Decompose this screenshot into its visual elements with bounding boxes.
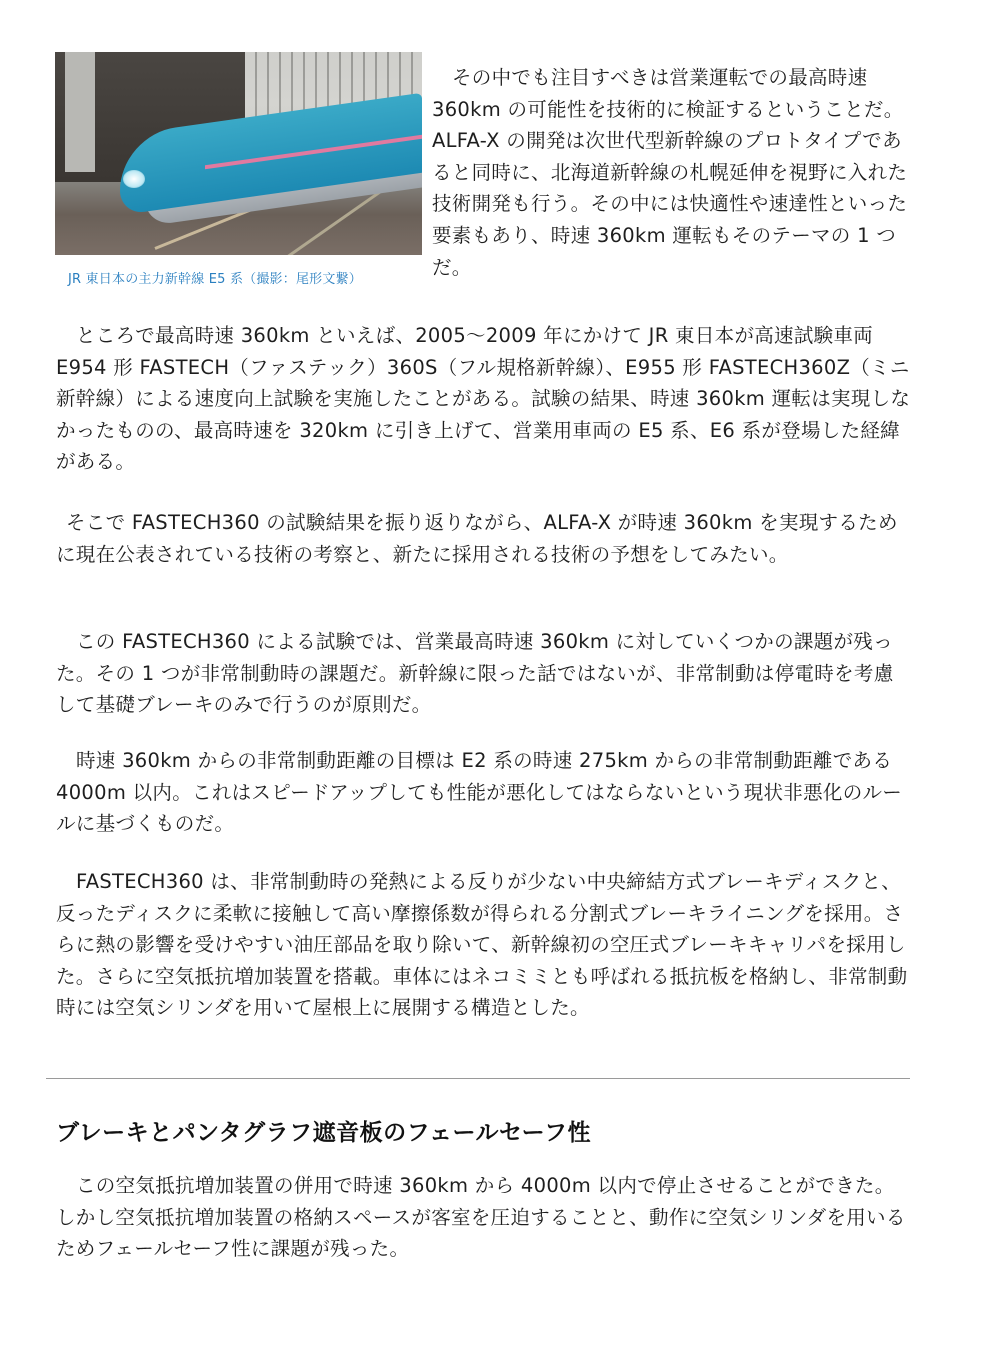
paragraph-text: そこで FASTECH360 の試験結果を振り返りながら、ALFA-X が時速 360km を実現するために現在公表されている技術の考察と、新たに採用される技術の予想をしてみたい。 xyxy=(56,511,898,566)
paragraph xyxy=(56,1170,912,1265)
paragraph-text: この FASTECH360 による試験では、営業最高時速 360km に対していくつかの課題が残った。その 1 つが非常制動時の課題だ。新幹線に限った話ではないが、非常制動は停電時を考慮して基礎ブレーキのみで行うのが原則だ。 xyxy=(56,630,894,717)
photo-pillar xyxy=(65,52,95,172)
section-heading: ブレーキとパンタグラフ遮音板のフェールセーフ性 xyxy=(56,1120,591,1147)
paragraph-text: 時速 360km からの非常制動距離の目標は E2 系の時速 275km からの非常制動距離である 4000m 以内。これはスピードアップしても性能が悪化してはならないという現状非悪化のルールに基づくものだ。 xyxy=(56,749,903,836)
paragraph-text: この空気抵抗増加装置の併用で時速 360km から 4000m 以内で停止させることができた。しかし空気抵抗増加装置の格納スペースが客室を圧迫することと、動作に空気シリンダを用いるためフェールセーフ性に課題が残った。 xyxy=(56,1174,906,1261)
paragraph-text: その中でも注目すべきは営業運転での最高時速 360km の可能性を技術的に検証するということだ。ALFA-X の開発は次世代型新幹線のプロトタイプであると同時に、北海道新幹線の札幌延伸を視野に入れた技術開発も行う。その中には快適性や速達性といった要素もあり、時速 360km 運転もそのテーマの 1 つだ。 xyxy=(432,66,908,279)
paragraph xyxy=(56,866,912,1024)
paragraph xyxy=(432,62,912,283)
e5-shinkansen-photo xyxy=(55,52,422,255)
photo-train-headlight xyxy=(123,170,145,188)
paragraph xyxy=(56,745,912,840)
paragraph xyxy=(56,507,912,570)
paragraph-text: ところで最高時速 360km といえば、2005～2009 年にかけて JR 東日本が高速試験車両 E954 形 FASTECH（ファステック）360S（フル規格新幹線）、E955 形 FASTECH360Z（ミニ新幹線）による速度向上試験を実施したことがある。試験の結果、時速 360km 運転は実現しなかったものの、最高時速を 320km に引き上げて、営業用車両の E5 系、E6 系が登場した経緯がある。 xyxy=(56,324,911,474)
paragraph-text: FASTECH360 は、非常制動時の発熱による反りが少ない中央締結方式ブレーキディスクと、反ったディスクに柔軟に接触して高い摩擦係数が得られる分割式ブレーキライニングを採用。さらに熱の影響を受けやすい油圧部品を取り除いて、新幹線初の空圧式ブレーキキャリパを採用した。さらに空気抵抗増加装置を搭載。車体にはネコミミとも呼ばれる抵抗板を格納し、非常制動時には空気シリンダを用いて屋根上に展開する構造とした。 xyxy=(56,870,908,1020)
section-divider xyxy=(46,1078,910,1079)
figure-caption: JR 東日本の主力新幹線 E5 系（撮影：尾形文繋） xyxy=(68,272,362,287)
paragraph xyxy=(56,320,912,478)
paragraph xyxy=(56,626,912,721)
